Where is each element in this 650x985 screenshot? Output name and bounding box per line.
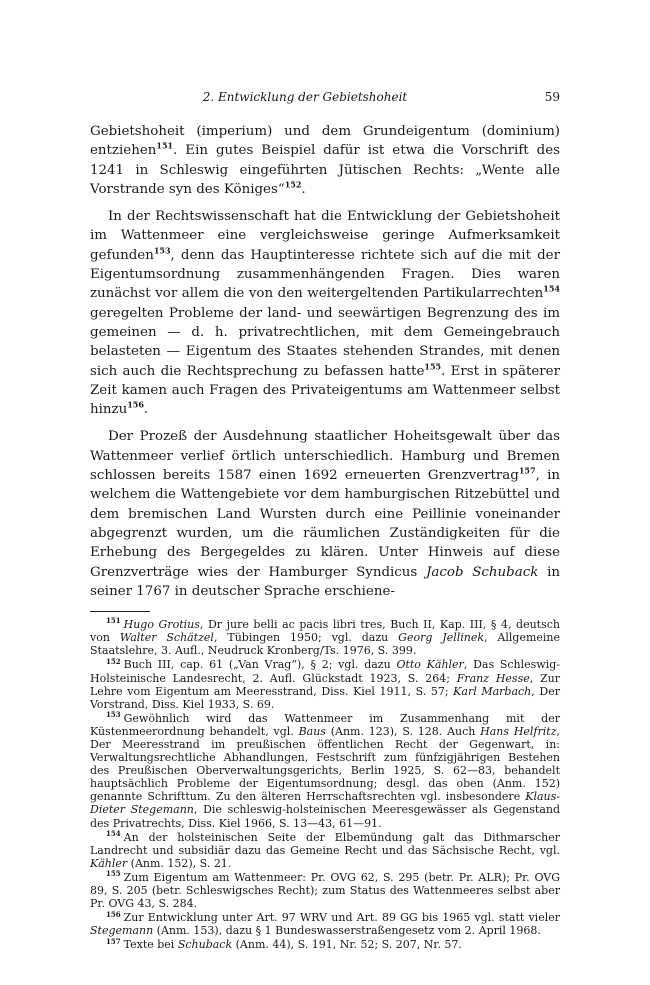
footnote [90,828,560,870]
footnote-ref[interactable]: 157 [518,465,536,476]
page-number: 59 [544,90,560,104]
footnote [90,871,560,910]
italic-name: Karl Marbach [453,684,532,698]
italic-name: Hugo Grotius [123,618,200,632]
footnote-ref[interactable]: 155 [424,361,442,372]
text-run: An der holsteinischen Seite der Elbemündung galt das Dithmarscher Landrecht und subsidiär dazu das Gemeine Recht und das Sächsische Recht, vgl. [90,830,560,857]
text-run: Texte bei [123,938,178,952]
text-run: Zur Entwicklung unter Art. 97 WRV und Art. 89 GG bis 1965 vgl. statt vieler [123,911,560,925]
footnote-number: 151 [106,616,121,626]
running-header [90,90,560,110]
italic-name: Franz Hesse [456,671,530,685]
text-run: , denn das Hauptinteresse richtete sich auf die mit der Eigentumsordnung zusammenhängenden Fragen. Dies waren zunächst vor allem die von den weitergeltenden Partikularrechten [90,247,560,302]
italic-name: Otto Kähler [396,658,464,672]
text-run: , Dr jure belli ac pacis libri tres, Buch II, Kap. III, § 4, deutsch von [90,618,560,645]
text-run: Buch III, cap. 61 („Van Vrag“), § 2; vgl. dazu [123,658,397,672]
footnote-number: 154 [106,828,121,838]
text-run: . [301,181,306,197]
text-run: geregelten Probleme der land- und seewärtigen Begrenzung des im gemeinen — d. h. privatrechtlichen, mit dem Gemeingebrauch belasteten — Eigentum des Staates stehenden Strandes, mit denen sich auch die Rechtsprechung zu befassen hatte [90,305,560,379]
text-run: in seiner 1767 in deutscher Sprache erschiene- [90,564,560,599]
footnote-number: 153 [106,710,121,720]
text-run: , Das Schleswig-Holsteinische Landesrecht, 2. Aufl. Glückstadt 1923, S. 264; [90,658,560,685]
paragraph [90,207,560,419]
footnote [90,658,560,710]
text-run: , Tübingen 1950; vgl. dazu [213,631,399,645]
footnote-ref[interactable]: 151 [156,140,174,151]
text-run: . Ein gutes Beispiel dafür ist etwa die Vorschrift des 1241 in Schleswig eingeführten Jütischen Rechts: „Wente alle Vorstrande syn des Königes“ [90,143,560,197]
page [90,90,560,952]
text-run: Gebietshoheit (imperium) und dem Grundeigentum (dominium) entziehen [90,124,560,159]
text-run: . [143,402,149,418]
italic-name: Baus [298,724,326,738]
italic-name: Kähler [90,856,128,870]
paragraph [90,122,560,199]
footnote [90,618,560,657]
running-title: 2. Entwicklung der Gebietshoheit [202,90,408,104]
text-run: (Anm. 123), S. 128. Auch [325,724,481,738]
italic-name: Hans Helfritz [480,724,557,738]
text-run: , in welchem die Wattengebiete vor dem hamburgischen Ritzebüttel und dem bremischen Land Wursten durch eine Peillinie voneinander abgegrenzt wurden, um die räumlichen Zuständigkeiten für die Erhebung des Bergegeldes zu klären. Unter Hinweis auf diese Grenzverträge wies der Hamburger Syndicus [90,468,561,580]
footnote-number: 156 [106,909,121,919]
footnote-number: 157 [106,936,121,946]
text-run: Der Prozeß der Ausdehnung staatlicher Hoheitsgewalt über das Wattenmeer verlief örtlich unterschiedlich. Hamburg und Bremen schlossen bereits 1587 einen 1692 erneuerten Grenzvertrag [90,429,560,484]
italic-name: Walter Schätzel [119,631,214,645]
footnote-number: 155 [106,869,121,879]
footnote-rule [90,611,150,612]
footnotes [90,618,560,951]
italic-name: Stegemann [90,924,154,938]
italic-name: Schuback [177,938,233,952]
footnote-ref[interactable]: 154 [543,283,560,294]
text-run: , Der Meeresstrand im preußischen öffentlichen Recht der Gegenwart, in: Verwaltungsrechtliche Abhandlungen, Festschrift zum fünfzigjährigen Bestehen des Preußischen Oberverwaltungsgerichts, Berlin 1925, S. 62—83, behandelt hauptsächlich Probleme der Eigentumsordnung; desgl. das oben (Anm. 152) genannte Schrifttum. Zu den älteren Herrschaftsrechten vgl. insbesondere [90,724,560,804]
main-text [90,122,560,601]
text-run: , Allgemeine Staatslehre, 3. Aufl., Neudruck Kronberg/Ts. 1976, S. 399. [90,631,561,658]
italic-name: Georg Jellinek [398,631,485,645]
italic-name: Jacob Schuback [426,564,539,580]
text-run: , Die schleswig-holsteinischen Meeresgewässer als Gegenstand des Privatrechts, Diss. Kiel 1966, S. 13—43, 61—91. [90,803,560,830]
footnote-number: 152 [106,656,121,666]
footnote [90,938,560,951]
text-run: In der Rechtswissenschaft hat die Entwicklung der Gebietshoheit im Wattenmeer eine vergleichsweise geringe Aufmerksamkeit gefunden [90,209,560,263]
text-run: (Anm. 44), S. 191, Nr. 52; S. 207, Nr. 57. [232,938,462,952]
footnote-ref[interactable]: 156 [127,399,144,410]
text-run: , Der Vorstrand, Diss. Kiel 1933, S. 69. [90,684,560,711]
footnote [90,712,560,830]
text-run: Gewöhnlich wird das Wattenmeer im Zusammenhang mit der Küstenmeerordnung behandelt, vgl. [90,711,560,738]
text-run: . Erst in späterer Zeit kamen auch Fragen des Privateigentums am Wattenmeer selbst hinzu [90,363,560,418]
text-run: (Anm. 153), dazu § 1 Bundeswasserstraßengesetz vom 2. April 1968. [153,924,541,938]
footnote-ref[interactable]: 153 [153,245,171,256]
footnote-ref[interactable]: 152 [284,179,302,190]
text-run: , Zur Lehre vom Eigentum am Meeresstrand, Diss. Kiel 1911, S. 57; [90,671,561,698]
paragraph [90,427,560,601]
text-run: Zum Eigentum am Wattenmeer: Pr. OVG 62, S. 295 (betr. Pr. ALR); Pr. OVG 89, S. 205 (betr. Schleswigsches Recht); zum Status des Wattenmeeres selbst aber Pr. OVG 43, S. 284. [90,870,560,911]
footnote [90,911,560,937]
text-run: (Anm. 152), S. 21. [127,856,232,870]
italic-name: Klaus-Dieter Stegemann [90,790,560,817]
